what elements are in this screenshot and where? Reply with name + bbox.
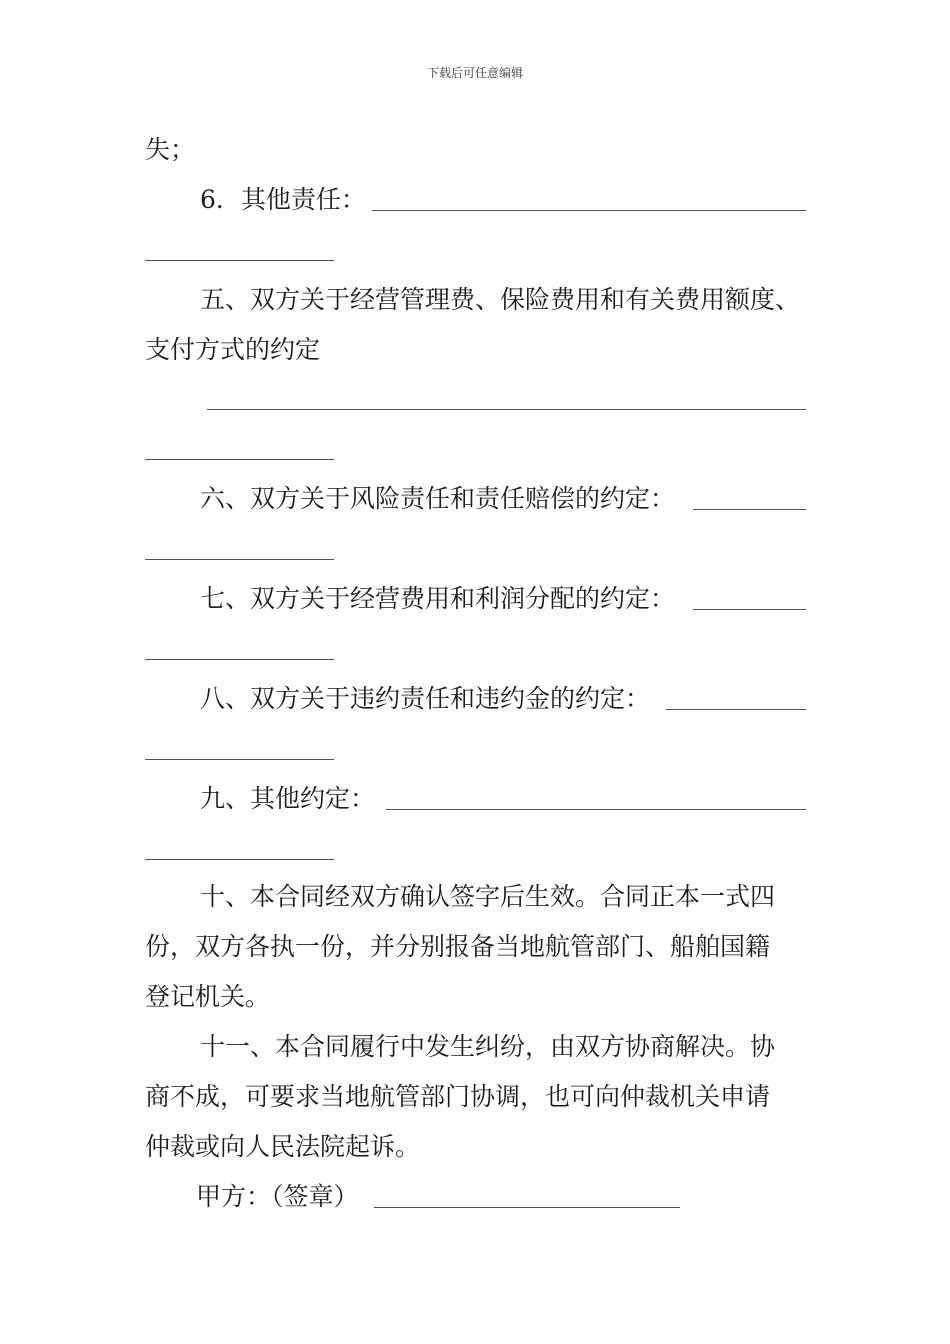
text-line: 商不成，可要求当地航管部门协调，也可向仲裁机关申请 [145,1082,771,1111]
text-line: 失； [145,135,196,164]
blank-underline[interactable] [666,709,806,710]
clause-5-heading: 五、双方关于经营管理费、保险费用和有关费用额度、 [200,285,801,314]
blank-underline[interactable] [145,859,334,860]
blank-underline[interactable] [145,559,334,560]
blank-underline[interactable] [693,509,806,510]
text-line: 登记机关。 [145,982,271,1011]
party-a-signature-label: 甲方：（签章） [196,1182,359,1211]
blank-underline[interactable] [145,759,334,760]
blank-underline[interactable] [372,210,806,211]
blank-underline[interactable] [693,609,806,610]
signature-underline[interactable] [374,1207,680,1208]
clause-8-heading: 八、双方关于违约责任和违约金的约定： [200,684,651,713]
blank-underline[interactable] [386,809,806,810]
clause-6-heading: 六、双方关于风险责任和责任赔偿的约定： [200,484,676,513]
blank-underline[interactable] [145,260,334,261]
clause-9-heading: 九、其他约定： [200,784,376,813]
text-line: 支付方式的约定 [145,335,321,364]
blank-underline[interactable] [145,659,334,660]
text-line: 仲裁或向人民法院起诉。 [145,1132,421,1161]
clause-10: 十、本合同经双方确认签字后生效。合同正本一式四 [200,882,776,911]
text-line: 份，双方各执一份，并分别报备当地航管部门、船舶国籍 [145,932,771,961]
blank-underline[interactable] [145,459,334,460]
page-header: 下载后可任意编辑 [426,66,523,80]
clause-7-heading: 七、双方关于经营费用和利润分配的约定： [200,584,676,613]
blank-underline[interactable] [207,409,806,410]
clause-6-other-liabilities: 6．其他责任： [200,185,366,214]
clause-11: 十一、本合同履行中发生纠纷，由双方协商解决。协 [200,1032,776,1061]
